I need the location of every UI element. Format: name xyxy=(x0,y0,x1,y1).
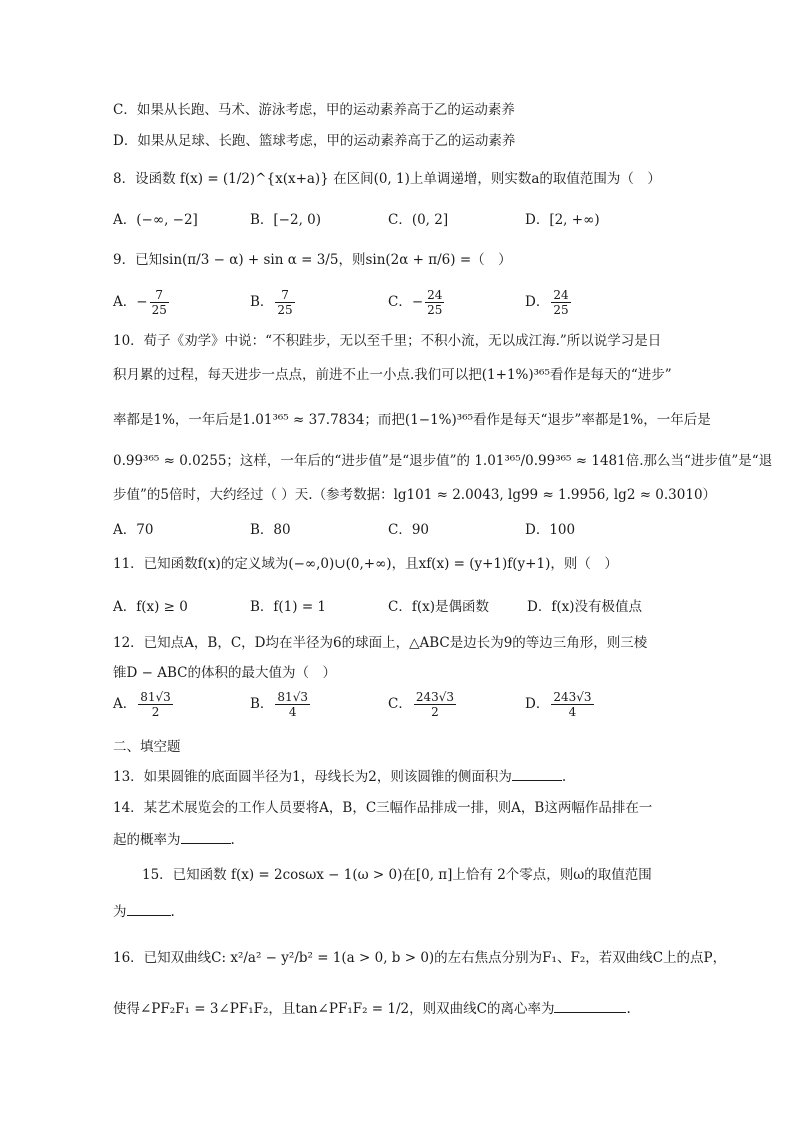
choice-label: C． xyxy=(388,294,412,310)
choice-d xyxy=(525,690,596,719)
question-12-line-2: 锥D − ABC的体积的最大值为（ ） xyxy=(113,665,336,681)
fraction-denominator: 2 xyxy=(151,705,160,719)
choice-b: B．f(1) = 1 xyxy=(250,599,327,615)
question-12-choices xyxy=(113,690,713,728)
choice-fraction xyxy=(275,288,294,317)
question-14-text: 起的概率为 xyxy=(113,832,181,848)
question-10-line-4: 0.99³⁶⁵ ≈ 0.0255；这样，一年后的“进步值”是“退步值”的 1.01³⁶⁵/0.99³⁶⁵ ≈ 1481倍.那么当“进步值”是“退 xyxy=(113,453,773,469)
choice-fraction xyxy=(425,288,444,317)
fraction-numerator: 7 xyxy=(150,288,169,303)
fraction-numerator: 243√3 xyxy=(415,690,455,704)
choice-d: D．f(x)没有极值点 xyxy=(527,599,642,615)
choice-label: A． xyxy=(113,294,137,310)
choice-b: B．80 xyxy=(250,522,291,538)
choice-label: A． xyxy=(113,696,137,712)
choice-label: B． xyxy=(250,294,274,310)
question-15-text: 为 xyxy=(113,904,127,920)
question-8-stem: 8．设函数 f(x) = (1/2)^{x(x+a)} 在区间(0, 1)上单调递增，则实数a的取值范围为（ ） xyxy=(113,171,661,187)
fraction-numerator: 81√3 xyxy=(140,690,171,704)
question-15-line-2 xyxy=(113,903,175,921)
choice-c xyxy=(388,288,446,317)
answer-blank xyxy=(554,1000,626,1013)
choice-sign: − xyxy=(136,294,148,310)
question-12-line-1: 12．已知点A，B，C，D均在半径为6的球面上，△ABC是边长为9的等边三角形，则三棱 xyxy=(113,635,648,651)
choice-a xyxy=(113,288,171,317)
answer-blank xyxy=(127,903,171,916)
choice-label: D． xyxy=(525,696,550,712)
question-15-line-1: 15．已知函数 f(x) = 2cosωx − 1(ω > 0)在[0, π]上恰有 2个零点，则ω的取值范围 xyxy=(142,867,652,883)
question-10-line-5: 步值”的5倍时，大约经过（ ）天.（参考数据：lg101 ≈ 2.0043, lg99 ≈ 1.9956, lg2 ≈ 0.3010） xyxy=(113,487,717,503)
choice-c xyxy=(388,690,458,719)
question-14-line-2 xyxy=(113,831,235,849)
question-10-line-3: 率都是1%，一年后是1.01³⁶⁵ ≈ 37.7834；而把(1−1%)³⁶⁵看作是每天“退步”率都是1%，一年后是 xyxy=(113,412,711,428)
choice-a: A．70 xyxy=(113,522,154,538)
question-14-line-1: 14．某艺术展览会的工作人员要将A，B，C三幅作品排成一排，则A，B这两幅作品排在一 xyxy=(113,800,653,816)
answer-blank xyxy=(512,768,562,781)
question-9-stem: 9．已知sin(π/3 − α) + sin α = 3/5，则sin(2α + π/6) =（ ） xyxy=(113,252,512,268)
choice-a xyxy=(113,690,175,719)
choice-fraction xyxy=(138,690,173,719)
question-13 xyxy=(113,768,566,786)
section-heading: 二、填空题 xyxy=(113,739,181,755)
option-d-line: D．如果从足球、长跑、篮球考虑，甲的运动素养高于乙的运动素养 xyxy=(113,133,516,149)
fraction-numerator: 81√3 xyxy=(277,690,308,704)
question-10-line-1: 10．荀子《劝学》中说：“不积跬步，无以至千里；不积小流，无以成江海.”所以说学习是日 xyxy=(113,333,662,349)
fraction-numerator: 243√3 xyxy=(553,690,592,704)
answer-blank xyxy=(181,831,231,844)
choice-fraction xyxy=(275,690,310,719)
fraction-numerator: 7 xyxy=(275,288,294,303)
period: . xyxy=(626,1001,631,1017)
question-11-stem: 11．已知函数f(x)的定义域为(−∞,0)∪(0,+∞)，且xf(x) = (y+1)f(y+1)，则（ ） xyxy=(113,556,618,572)
choice-d xyxy=(525,288,573,317)
question-16-line-2 xyxy=(113,1000,631,1018)
fraction-denominator: 4 xyxy=(568,705,577,719)
choice-c: C．90 xyxy=(388,522,430,538)
fraction-numerator: 24 xyxy=(427,288,443,302)
question-10-choices xyxy=(113,518,713,542)
choice-a: A．f(x) ≥ 0 xyxy=(113,599,188,615)
question-9-choices xyxy=(113,288,713,322)
choice-fraction xyxy=(551,288,570,317)
question-16-line-1: 16．已知双曲线C: x²/a² − y²/b² = 1(a > 0, b > 0)的左右焦点分别为F₁、F₂，若双曲线C上的点P， xyxy=(113,950,727,966)
period: . xyxy=(230,832,235,848)
choice-fraction xyxy=(551,690,593,719)
fraction-denominator: 2 xyxy=(431,705,439,719)
choice-c: C．f(x)是偶函数 xyxy=(388,599,489,615)
choice-fraction xyxy=(414,690,456,719)
fraction-denominator: 25 xyxy=(427,303,443,317)
choice-b xyxy=(250,690,312,719)
choice-label: B． xyxy=(250,696,274,712)
question-13-text: 13．如果圆锥的底面圆半径为1，母线长为2，则该圆锥的侧面积为 xyxy=(113,769,512,785)
fraction-denominator: 25 xyxy=(277,303,293,317)
fraction-denominator: 4 xyxy=(288,705,297,719)
choice-d: D．100 xyxy=(525,522,576,538)
choice-fraction xyxy=(150,288,169,317)
fraction-denominator: 25 xyxy=(151,303,167,317)
period: . xyxy=(170,904,175,920)
question-10-line-2: 积月累的过程，每天进步一点点，前进不止一小点.我们可以把(1+1%)³⁶⁵看作是每天的“进步” xyxy=(113,367,672,383)
option-c-line: C．如果从长跑、马术、游泳考虑，甲的运动素养高于乙的运动素养 xyxy=(113,102,515,118)
question-8-choices xyxy=(113,208,713,232)
choice-c: C．(0, 2] xyxy=(388,212,449,228)
fraction-denominator: 25 xyxy=(553,303,569,317)
question-16-text: 使得∠PF₂F₁ = 3∠PF₁F₂，且tan∠PF₁F₂ = 1/2，则双曲线C的离心率为 xyxy=(113,1001,555,1017)
fraction-numerator: 24 xyxy=(553,288,569,302)
period: . xyxy=(561,769,567,785)
choice-sign: − xyxy=(411,294,424,310)
choice-d: D．[2, +∞) xyxy=(525,212,600,228)
choice-b xyxy=(250,288,297,317)
choice-b: B．[−2, 0) xyxy=(250,212,322,228)
question-11-choices xyxy=(113,595,713,619)
choice-label: D． xyxy=(525,294,550,310)
choice-label: C． xyxy=(388,696,412,712)
choice-a: A．(−∞, −2] xyxy=(113,212,198,228)
